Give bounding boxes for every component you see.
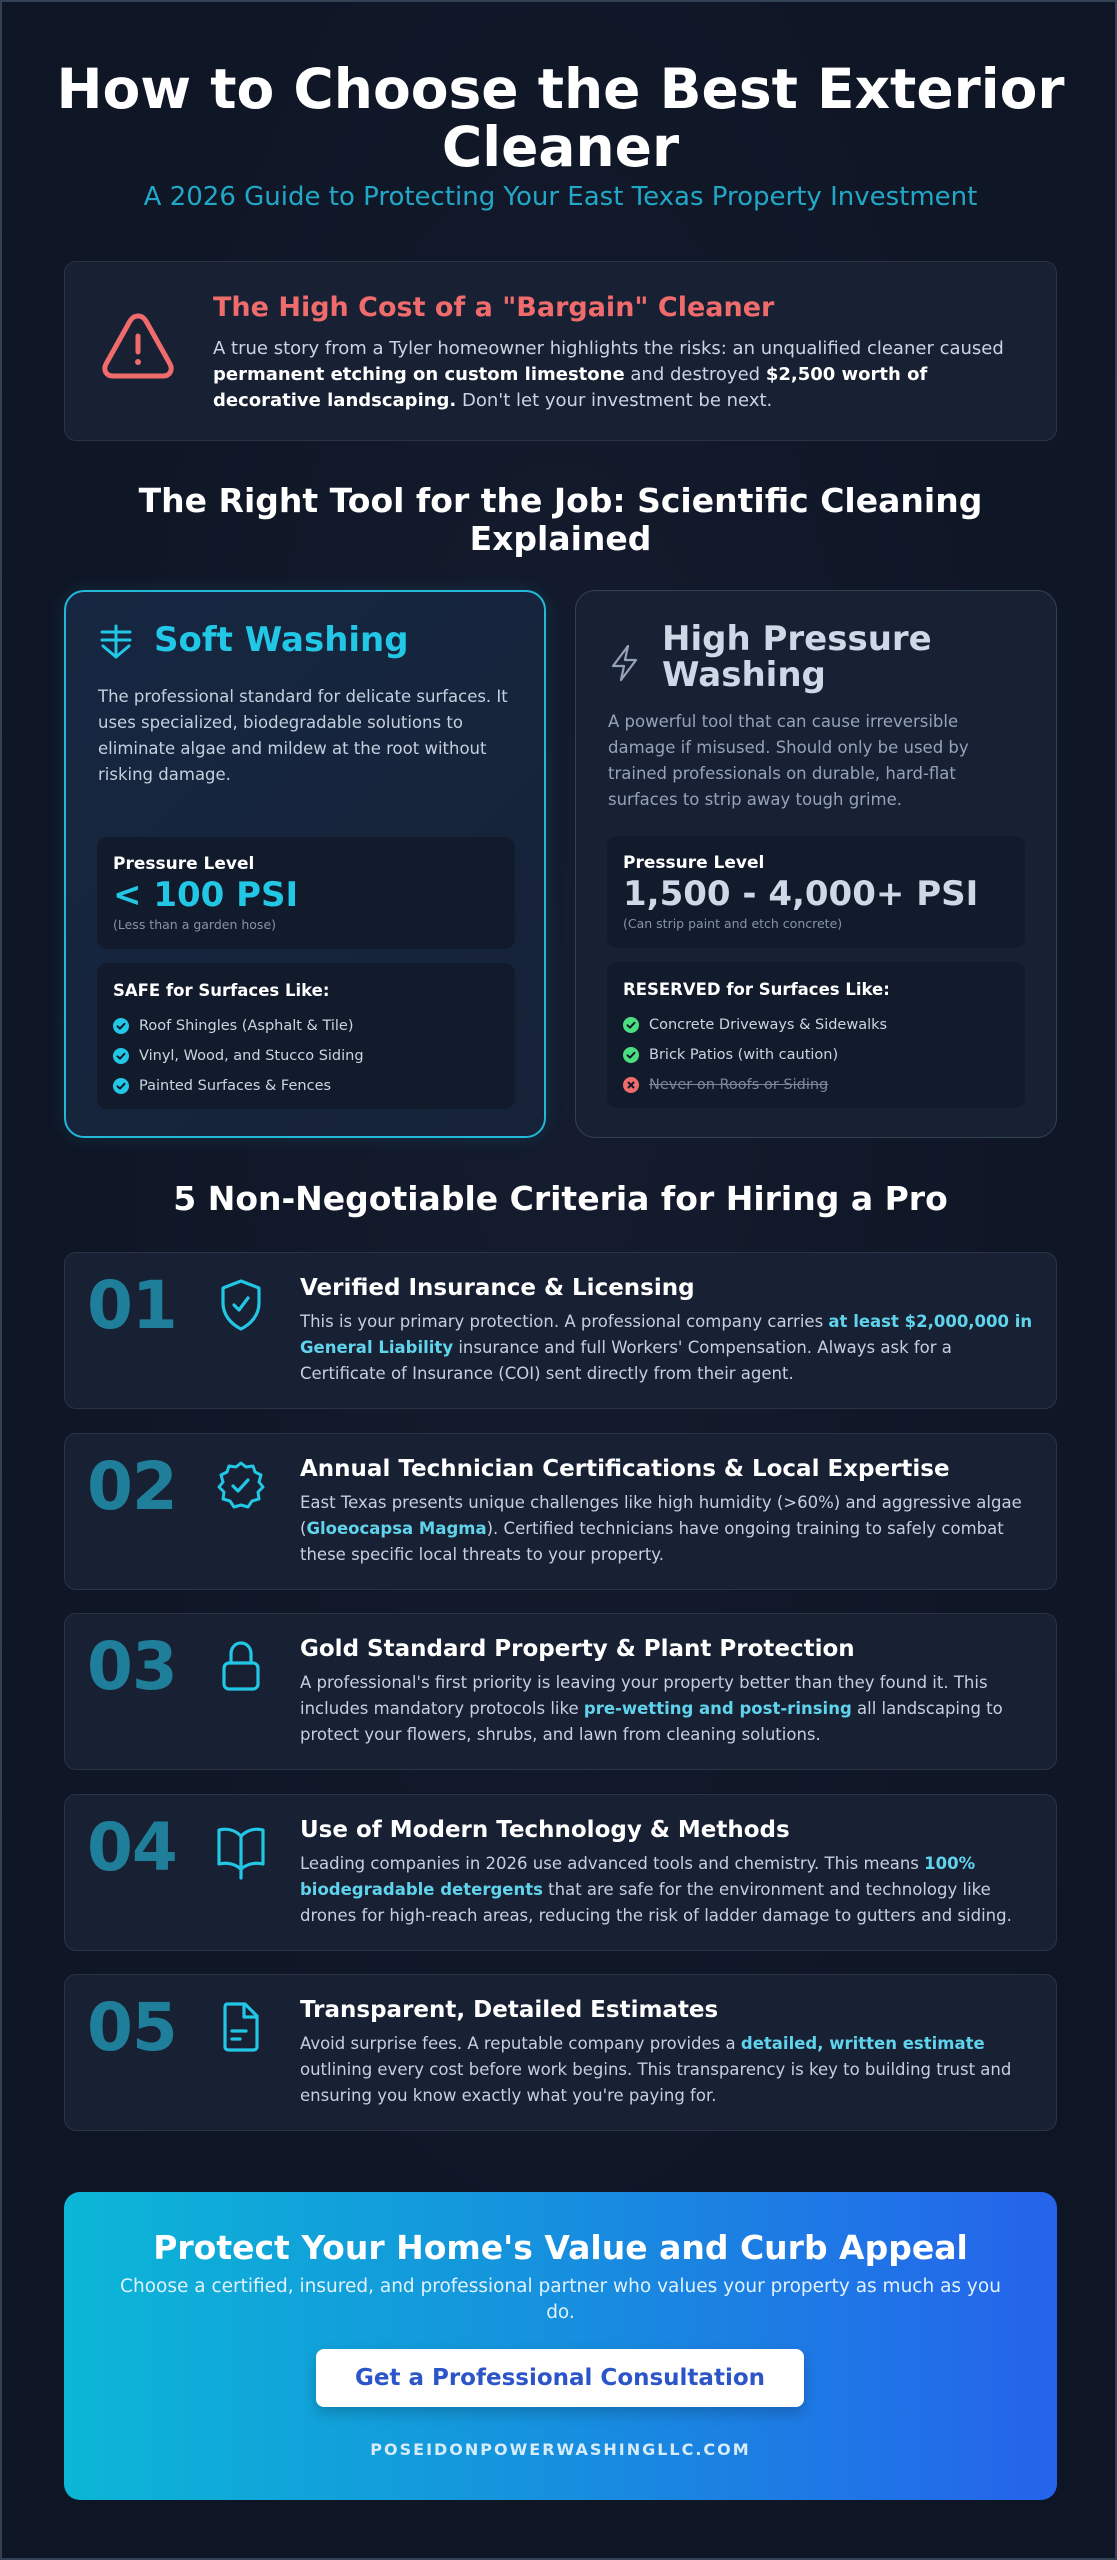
pressure-note: (Less than a garden hose) — [113, 917, 277, 932]
check-circle-icon — [113, 1078, 129, 1094]
cta-title: Protect Your Home's Value and Curb Appeal — [153, 2228, 968, 2267]
website-link[interactable]: POSEIDONPOWERWASHINGLLC.COM — [370, 2440, 751, 2459]
high-pressure-title: High Pressure Washing — [662, 619, 932, 695]
criteria-title: Verified Insurance & Licensing — [300, 1275, 695, 1301]
book-open-icon — [213, 1819, 269, 1881]
warning-text: A true story from a Tyler homeowner highlights the risks: an unqualified cleaner caused permanent etching on custom limestone and destroyed $2,500 worth of decorative landscaping. Don't let your investment be next. — [213, 338, 1004, 411]
soft-washing-description: The professional standard for delicate surfaces. It uses specialized, biodegradable solutions to eliminate algae and mildew at the root without risking damage. — [98, 687, 508, 784]
list-item: Vinyl, Wood, and Stucco Siding — [113, 1041, 364, 1071]
high-pressure-card — [575, 590, 1057, 1138]
warning-callout — [64, 261, 1057, 441]
criteria-card-02 — [64, 1433, 1057, 1590]
check-circle-icon — [113, 1018, 129, 1034]
badge-check-icon — [213, 1458, 269, 1514]
consultation-button[interactable]: Get a Professional Consultation — [316, 2349, 804, 2407]
surfaces-box — [607, 962, 1025, 1108]
pressure-level-box — [607, 836, 1025, 948]
lightning-bolt-icon — [608, 643, 642, 683]
criteria-card-01 — [64, 1252, 1057, 1409]
high-pressure-description: A powerful tool that can cause irreversible damage if misused. Should only be used by trained professionals on durable, hard-flat surfaces to strip away tough grime. — [608, 712, 969, 809]
x-circle-icon — [623, 1077, 639, 1093]
criteria-number: 05 — [87, 1989, 177, 2066]
list-item: Painted Surfaces & Fences — [113, 1071, 364, 1101]
criteria-number: 01 — [87, 1267, 177, 1344]
criteria-number: 04 — [87, 1809, 177, 1886]
pressure-label: Pressure Level — [623, 853, 765, 873]
anchor-icon — [98, 624, 134, 660]
pressure-value: < 100 PSI — [113, 875, 299, 915]
surfaces-heading: RESERVED for Surfaces Like: — [623, 980, 890, 999]
criteria-title: Gold Standard Property & Plant Protection — [300, 1636, 855, 1662]
check-circle-icon — [623, 1047, 639, 1063]
shield-check-icon — [213, 1277, 269, 1333]
criteria-title: Transparent, Detailed Estimates — [300, 1997, 719, 2023]
warning-triangle-icon — [100, 310, 176, 382]
list-item: Brick Patios (with caution) — [623, 1040, 887, 1070]
criteria-card-03 — [64, 1613, 1057, 1770]
criteria-title: Annual Technician Certifications & Local Expertise — [300, 1456, 950, 1482]
list-item: Concrete Driveways & Sidewalks — [623, 1010, 887, 1040]
surfaces-heading: SAFE for Surfaces Like: — [113, 981, 330, 1000]
section-heading-comparison: The Right Tool for the Job: Scientific Cleaning Explained — [138, 481, 983, 558]
criteria-title: Use of Modern Technology & Methods — [300, 1817, 790, 1843]
pressure-note: (Can strip paint and etch concrete) — [623, 916, 843, 931]
lock-icon — [213, 1638, 269, 1694]
soft-washing-title: Soft Washing — [154, 620, 409, 660]
warning-title: The High Cost of a "Bargain" Cleaner — [213, 292, 775, 323]
criteria-number: 02 — [87, 1448, 177, 1525]
pressure-label: Pressure Level — [113, 854, 255, 874]
list-item: Never on Roofs or Siding — [623, 1070, 887, 1100]
page-subtitle: A 2026 Guide to Protecting Your East Texas Property Investment — [143, 182, 978, 212]
list-item: Roof Shingles (Asphalt & Tile) — [113, 1011, 364, 1041]
soft-washing-card — [64, 590, 546, 1138]
section-heading-criteria: 5 Non-Negotiable Criteria for Hiring a Pro — [173, 1179, 948, 1218]
document-icon — [213, 1999, 269, 2055]
criteria-text: East Texas presents unique challenges like high humidity (>60%) and aggressive algae (Gloeocapsa Magma). Certified technicians have ongoing training to safely combat these specific local threats to your property. — [300, 1493, 1022, 1564]
check-circle-icon — [113, 1048, 129, 1064]
warning-highlight: $2,500 worth of decorative landscaping. — [213, 364, 928, 411]
pressure-level-box — [97, 837, 515, 949]
pressure-value: 1,500 - 4,000+ PSI — [623, 874, 979, 914]
criteria-card-05 — [64, 1974, 1057, 2131]
warning-highlight: permanent etching on custom limestone — [213, 364, 625, 385]
cta-banner — [64, 2192, 1057, 2500]
criteria-text: Leading companies in 2026 use advanced tools and chemistry. This means 100% biodegradable detergents that are safe for the environment and technology like drones for high-reach areas, reducing the risk of ladder damage to gutters and siding. — [300, 1854, 1012, 1925]
cta-text: Choose a certified, insured, and professional partner who values your property as much as you do. — [120, 2276, 1001, 2323]
criteria-card-04 — [64, 1794, 1057, 1951]
page-title: How to Choose the Best Exterior Cleaner — [56, 57, 1065, 179]
criteria-text: This is your primary protection. A professional company carries at least $2,000,000 in General Liability insurance and full Workers' Compensation. Always ask for a Certificate of Insurance (COI) sent directly from their agent. — [300, 1312, 1033, 1383]
criteria-text: A professional's first priority is leaving your property better than they found it. This includes mandatory protocols like pre-wetting and post-rinsing all landscaping to protect your flowers, shrubs, and lawn from cleaning solutions. — [300, 1673, 1003, 1744]
criteria-text: Avoid surprise fees. A reputable company provides a detailed, written estimate outlining every cost before work begins. This transparency is key to building trust and ensuring you know exactly what you're paying for. — [300, 2034, 1012, 2105]
criteria-number: 03 — [87, 1628, 177, 1705]
surfaces-box — [97, 963, 515, 1109]
check-circle-icon — [623, 1017, 639, 1033]
